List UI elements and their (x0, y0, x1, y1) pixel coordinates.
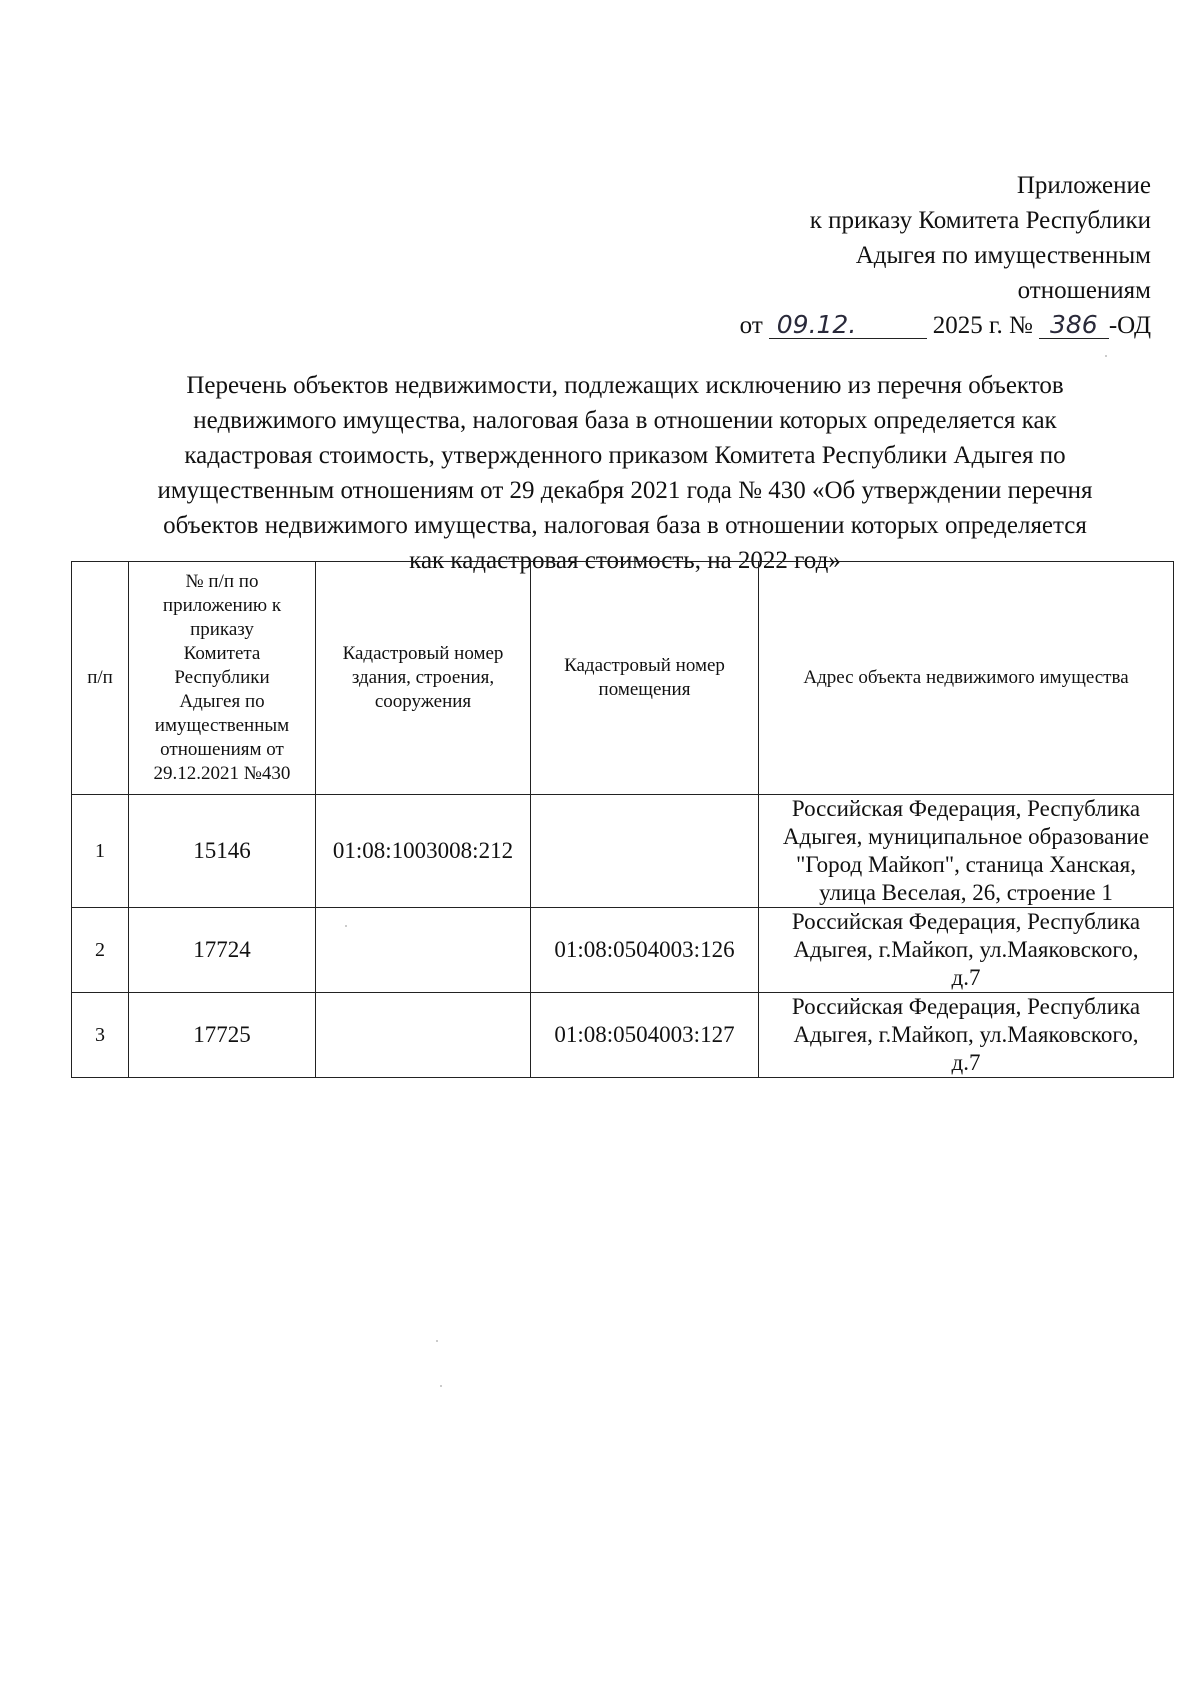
table-row (72, 795, 1174, 908)
scan-speck (440, 1385, 442, 1387)
appendix-header (740, 168, 1151, 343)
header-room-line: Кадастровый номер (564, 655, 725, 676)
cell-appendix-number: 17725 (129, 993, 316, 1078)
order-number-suffix: -ОД (1108, 312, 1151, 339)
year-text: 2025 г. № (932, 312, 1033, 339)
header-appendix-line: отношениям от (160, 739, 284, 760)
header-appendix-line: 29.12.2021 №430 (153, 763, 291, 784)
cell-pp: 3 (72, 993, 129, 1078)
address-line: Российская Федерация, Республика (791, 994, 1141, 1019)
table-header-row (72, 562, 1174, 795)
header-building-line: Кадастровый номер (342, 643, 504, 664)
cell-room-cadastral: 01:08:0504003:126 (531, 908, 759, 993)
header-appendix-line: Адыгея по (179, 691, 265, 712)
scan-speck (345, 925, 347, 927)
document-title (70, 368, 1180, 578)
header-pp: п/п (72, 562, 129, 795)
title-line: недвижимого имущества, налоговая база в отношении которых определяется как (193, 407, 1057, 434)
header-building-line: сооружения (374, 691, 472, 712)
header-room-cadastral (531, 562, 759, 795)
address-line: д.7 (951, 1050, 981, 1075)
header-building-line: здания, строения, (351, 667, 495, 688)
header-appendix-number (129, 562, 316, 795)
header-building-cadastral (316, 562, 531, 795)
cell-appendix-number: 15146 (129, 795, 316, 908)
table-row (72, 908, 1174, 993)
appendix-line-1: Приложение (1016, 172, 1151, 199)
cell-room-cadastral: 01:08:0504003:127 (531, 993, 759, 1078)
address-line: Адыгея, муниципальное образование (782, 824, 1150, 849)
header-appendix-line: приложению к (162, 595, 282, 616)
handwritten-date: 09.12. (769, 312, 927, 339)
appendix-line-2: к приказу Комитета Республики (809, 207, 1151, 234)
cell-address (759, 908, 1174, 993)
handwritten-order-number: 386 (1039, 312, 1109, 339)
cell-building-cadastral (316, 993, 531, 1078)
cell-pp: 1 (72, 795, 129, 908)
address-line: Российская Федерация, Республика (791, 909, 1141, 934)
address-line: Адыгея, г.Майкоп, ул.Маяковского, (793, 1022, 1139, 1047)
title-line: имущественным отношениям от 29 декабря 2021 года № 430 «Об утверждении перечня (157, 477, 1093, 504)
cell-room-cadastral (531, 795, 759, 908)
date-prefix: от (739, 312, 763, 339)
header-appendix-line: приказу (190, 619, 254, 640)
address-line: Российская Федерация, Республика (791, 796, 1141, 821)
objects-table (71, 561, 1174, 1078)
table-row (72, 993, 1174, 1078)
cell-address (759, 993, 1174, 1078)
cell-building-cadastral: 01:08:1003008:212 (316, 795, 531, 908)
cell-appendix-number: 17724 (129, 908, 316, 993)
scan-speck (436, 1340, 438, 1342)
title-line: объектов недвижимого имущества, налоговая база в отношении которых определяется (163, 512, 1087, 539)
cell-building-cadastral (316, 908, 531, 993)
header-appendix-line: № п/п по (185, 571, 259, 592)
cell-address (759, 795, 1174, 908)
order-date-line (740, 308, 1151, 343)
address-line: д.7 (951, 965, 981, 990)
cell-pp: 2 (72, 908, 129, 993)
title-line: как кадастровая стоимость, на 2022 год» (409, 547, 841, 574)
header-appendix-line: имущественным (154, 715, 290, 736)
address-line: Адыгея, г.Майкоп, ул.Маяковского, (793, 937, 1139, 962)
address-line: "Город Майкоп", станица Ханская, (796, 852, 1136, 877)
appendix-line-4: отношениям (1017, 277, 1151, 304)
address-line: улица Веселая, 26, строение 1 (819, 880, 1113, 905)
appendix-line-3: Адыгея по имущественным (855, 242, 1151, 269)
header-appendix-line: Комитета (183, 643, 261, 664)
header-appendix-line: Республики (174, 667, 270, 688)
scan-speck (1105, 355, 1107, 357)
header-room-line: помещения (598, 679, 691, 700)
title-line: Перечень объектов недвижимости, подлежащих исключению из перечня объектов (186, 372, 1064, 399)
header-address: Адрес объекта недвижимого имущества (759, 562, 1174, 795)
title-line: кадастровая стоимость, утвержденного приказом Комитета Республики Адыгея по (184, 442, 1066, 469)
